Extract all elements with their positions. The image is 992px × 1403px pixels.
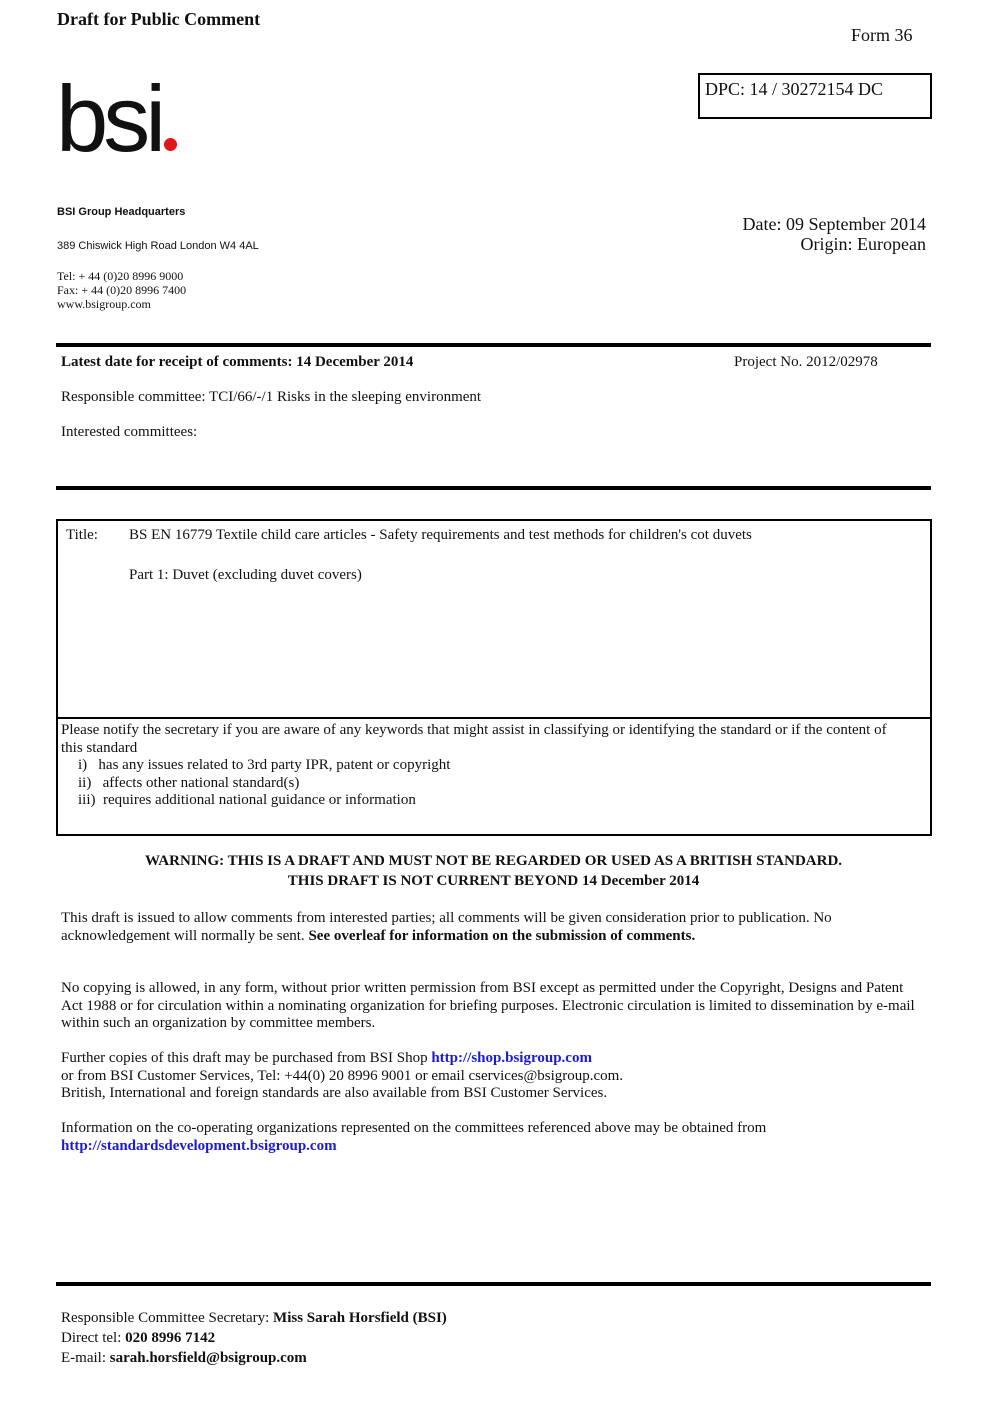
notify-item-3: [78, 792, 416, 809]
notify-intro: Please notify the secretary if you are aware of any keywords that might assist in classifying or identifying the standard or if the content of this standard: [61, 722, 887, 756]
paragraph-further-copies: [61, 1050, 921, 1103]
interested-committees: Interested committees:: [61, 424, 198, 440]
standard-part: Part 1: Duvet (excluding duvet covers): [129, 567, 362, 583]
standard-title: BS EN 16779 Textile child care articles - Safety requirements and test methods for children's cot duvets: [129, 527, 752, 543]
paragraph-text: This draft is issued to allow comments from interested parties; all comments will be given consideration prior to publication. No acknowledgement will normally be sent.: [61, 910, 832, 944]
notify-item-2: [78, 775, 299, 792]
bottom-rule: [56, 1282, 931, 1286]
mid-rule: [56, 486, 931, 490]
tel-value: 020 8996 7142: [125, 1330, 216, 1346]
cooperating-text: Information on the co-operating organizations represented on the committees referenced above may be obtained from: [61, 1120, 767, 1136]
tel-label: Direct tel:: [61, 1330, 122, 1346]
warning-line-2: THIS DRAFT IS NOT CURRENT BEYOND 14 December 2014: [287, 873, 700, 889]
title-box: [56, 519, 932, 836]
notify-item-num: ii): [78, 775, 92, 791]
date: Date: 09 September 2014: [742, 214, 926, 234]
dpc-number: DPC: 14 / 30272154 DC: [705, 79, 884, 99]
form-number: Form 36: [851, 25, 913, 45]
overleaf-note: See overleaf for information on the submission of comments.: [308, 927, 696, 944]
notify-item-1: [78, 757, 450, 774]
email-label: E-mail:: [61, 1350, 106, 1366]
email-line: [61, 1350, 307, 1367]
secretary-label: Responsible Committee Secretary:: [61, 1310, 270, 1326]
notify-item-num: i): [78, 757, 88, 773]
bsi-logo: [56, 66, 177, 171]
origin: Origin: European: [800, 234, 926, 254]
dpc-box: [698, 73, 932, 119]
hq-fax: Fax: + 44 (0)20 8996 7400: [57, 283, 187, 297]
standards-development-link[interactable]: http://standardsdevelopment.bsigroup.com: [61, 1137, 337, 1154]
draft-label: Draft for Public Comment: [57, 9, 261, 29]
project-number: Project No. 2012/02978: [734, 354, 878, 370]
paragraph-copying: No copying is allowed, in any form, without prior written permission from BSI except as permitted under the Copyright, Designs and Patent Act 1988 or for circulation within a nominating organization for briefing purposes. Electronic circulation is limited to dissemination by e-mail within such an organization by committee members.: [61, 980, 915, 1031]
paragraph-draft-issued: [61, 910, 921, 945]
latest-date: Latest date for receipt of comments: 14 December 2014: [61, 354, 414, 370]
customer-services-text: or from BSI Customer Services, Tel: +44(0) 20 8996 9001 or email cservices@bsigroup.com.: [61, 1067, 624, 1084]
paragraph-cooperating: [61, 1120, 921, 1155]
hq-street: 389 Chiswick High Road London W4 4AL: [57, 240, 259, 252]
title-box-divider: [58, 717, 930, 719]
warning-line-1: WARNING: THIS IS A DRAFT AND MUST NOT BE REGARDED OR USED AS A BRITISH STANDARD.: [144, 853, 843, 869]
logo-dot-icon: [164, 138, 177, 151]
notify-item-text: affects other national standard(s): [102, 775, 300, 791]
email-value[interactable]: sarah.horsfield@bsigroup.com: [109, 1350, 307, 1366]
direct-tel-line: [61, 1330, 215, 1347]
shop-link[interactable]: http://shop.bsigroup.com: [431, 1050, 592, 1066]
secretary-line: [61, 1310, 447, 1327]
logo-text: bsi: [56, 66, 162, 171]
further-copies-text: Further copies of this draft may be purchased from BSI Shop: [61, 1050, 428, 1066]
secretary-name: Miss Sarah Horsfield (BSI): [273, 1310, 447, 1326]
standards-availability-text: British, International and foreign standards are also available from BSI Customer Services.: [61, 1085, 608, 1101]
notify-item-num: iii): [78, 792, 96, 808]
notify-item-text: has any issues related to 3rd party IPR, patent or copyright: [98, 757, 451, 773]
hq-web: www.bsigroup.com: [57, 297, 151, 311]
hq-name: BSI Group Headquarters: [57, 206, 186, 218]
title-label: Title:: [66, 527, 98, 543]
notify-item-text: requires additional national guidance or information: [103, 792, 416, 808]
responsible-committee: Responsible committee: TCI/66/-/1 Risks in the sleeping environment: [61, 389, 482, 405]
top-rule: [56, 343, 931, 347]
hq-tel: Tel: + 44 (0)20 8996 9000: [57, 269, 184, 283]
